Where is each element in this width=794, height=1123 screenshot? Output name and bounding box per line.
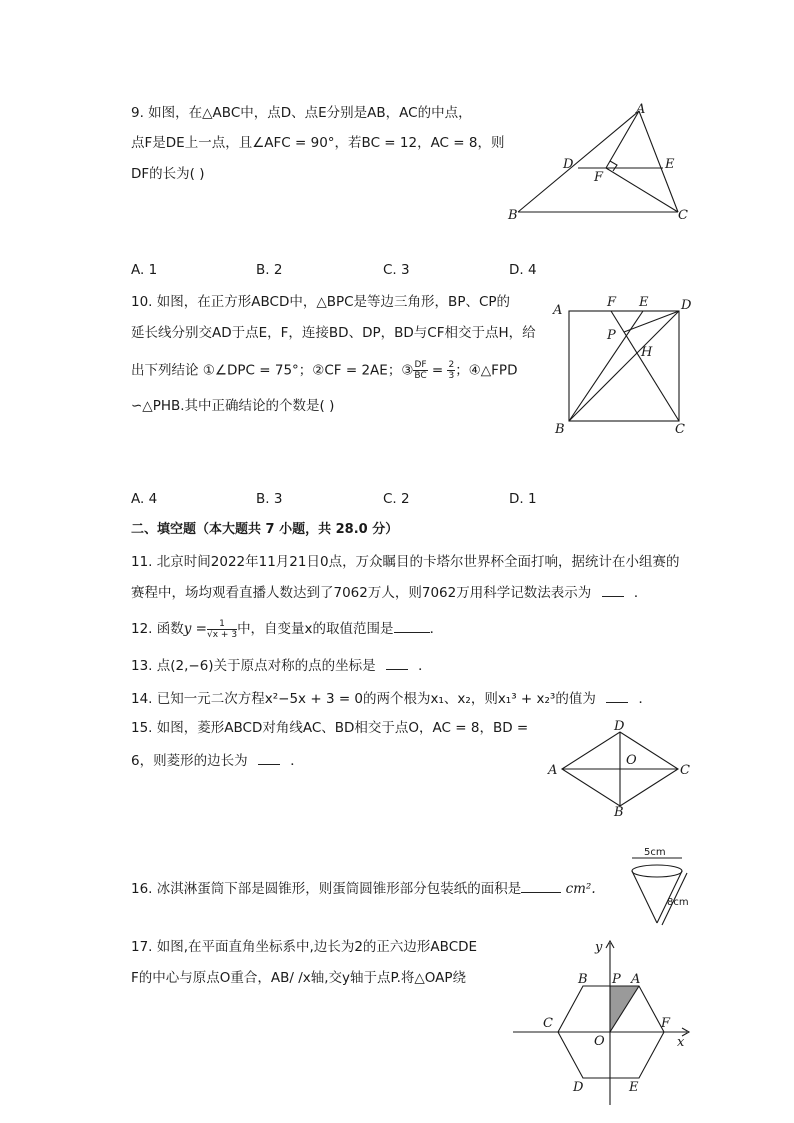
q10-frac2-num: 2 (448, 360, 455, 370)
q14-answer-blank[interactable] (606, 688, 628, 703)
q13-line (131, 655, 432, 676)
q10-option-c[interactable]: C. 2 (383, 491, 410, 507)
section-fill-in-title: 二、填空题（本大题共 7 小题，共 28.0 分） (131, 522, 399, 537)
q10-frac2-den: 3 (448, 371, 455, 381)
q10-label-f: F (607, 295, 617, 310)
q14-line (131, 688, 652, 709)
q17-label-e: E (629, 1080, 639, 1095)
q10-label-c: C (675, 422, 685, 437)
q15-label-d: D (614, 719, 625, 734)
q17-label-d: D (573, 1080, 584, 1095)
q12-end: ． (429, 621, 444, 637)
q16-line (131, 878, 596, 899)
q15-line-2-text: 6，则菱形的边长为 (131, 753, 248, 769)
q10-label-a: A (553, 303, 563, 318)
q16-answer-blank[interactable] (521, 878, 561, 893)
q9-label-b: B (508, 208, 518, 223)
q13-end: ． (418, 658, 432, 674)
q9-label-d: D (563, 157, 574, 172)
q17-hexagon-figure (505, 935, 695, 1110)
q14-text: 14. 已知一元二次方程x²−5x + 3 = 0的两个根为x₁、x₂，则x₁³ + x₂³的值为 (131, 691, 596, 707)
q13-text: 13. 点(2,−6)关于原点对称的点的坐标是 (131, 658, 376, 674)
q11-line-2-text: 赛程中，场均观看直播人数达到了7062万人，则7062万用科学记数法表示为 (131, 585, 592, 601)
q16-cone-figure (620, 845, 700, 930)
q15-line-2 (131, 750, 304, 771)
q9-option-a[interactable]: A. 1 (131, 262, 158, 278)
q10-line-4: ∽△PHB.其中正确结论的个数是( ) (131, 398, 335, 414)
q9-line-1: 9. 如图，在△ABC中，点D、点E分别是AB，AC的中点， (131, 105, 472, 121)
q17-label-c: C (543, 1016, 553, 1031)
q9-label-a: A (636, 102, 646, 117)
q9-label-c: C (678, 208, 688, 223)
q9-option-b[interactable]: B. 2 (256, 262, 283, 278)
q12-pre: 12. 函数 (131, 621, 184, 637)
q15-label-c: C (680, 763, 690, 778)
q10-frac-num: DF (414, 360, 427, 370)
q9-line-2: 点F是DE上一点，且∠AFC = 90°，若BC = 12，AC = 8，则 (131, 135, 505, 151)
q12-post: 中，自变量x的取值范围是 (237, 621, 394, 637)
q15-label-b: B (614, 805, 624, 818)
q10-fraction-df-bc (413, 360, 427, 381)
q13-answer-blank[interactable] (386, 655, 408, 670)
q16-unit: cm². (565, 881, 596, 897)
q9-label-e: E (665, 157, 675, 172)
q17-label-o: O (594, 1034, 605, 1049)
q11-end: ． (633, 585, 648, 601)
q17-label-a: A (631, 972, 641, 987)
q10-line-3-b: = (427, 362, 448, 379)
q17-line-2: F的中心与原点O重合，AB/ /x轴,交y轴于点P.将△OAP绕 (131, 970, 467, 986)
q9-label-f: F (594, 170, 604, 185)
q12-func: y = (183, 621, 207, 637)
q16-dim-side: 8cm (667, 897, 689, 908)
q10-option-d[interactable]: D. 1 (509, 491, 537, 507)
q15-answer-blank[interactable] (258, 750, 280, 765)
q10-line-1: 10. 如图，在正方形ABCD中，△BPC是等边三角形，BP、CP的 (131, 294, 511, 310)
q10-square-figure (545, 292, 705, 437)
q10-label-h: H (641, 345, 653, 360)
q17-label-f: F (661, 1016, 671, 1031)
q15-rhombus-figure (540, 718, 700, 818)
q10-label-p: P (607, 328, 616, 343)
q17-line-1: 17. 如图,在平面直角坐标系中,边长为2的正六边形ABCDE (131, 939, 478, 955)
q9-line-3: DF的长为( ) (131, 166, 205, 182)
q10-line-2: 延长线分别交AD于点E，F，连接BD、DP，BD与CF相交于点H，给 (131, 325, 536, 341)
q16-dim-top: 5cm (644, 847, 666, 858)
q10-frac-den: BC (414, 371, 427, 381)
q9-option-c[interactable]: C. 3 (383, 262, 410, 278)
q15-end: ． (290, 753, 304, 769)
q9-option-d[interactable]: D. 4 (509, 262, 537, 278)
q10-label-d: D (681, 298, 692, 313)
q10-line-3-c: ；④△FPD (455, 362, 518, 379)
q11-answer-blank[interactable] (602, 582, 624, 597)
q11-line-2 (131, 582, 647, 603)
q17-label-p: P (612, 972, 621, 987)
q12-answer-blank[interactable] (394, 618, 430, 633)
q10-label-b: B (555, 422, 565, 437)
q15-label-o: O (626, 753, 637, 768)
q9-triangle-figure (500, 100, 700, 226)
q17-label-y: y (595, 940, 603, 955)
q12-frac-den: √x + 3 (207, 629, 238, 640)
q14-end: ． (638, 691, 652, 707)
q17-label-x: x (677, 1035, 685, 1050)
q12-fraction (207, 619, 237, 640)
q12-frac-num: 1 (207, 619, 237, 630)
q10-line-3-a: 出下列结论 ①∠DPC = 75°；②CF = 2AE；③ (131, 362, 414, 379)
q10-line-3 (131, 360, 517, 381)
q11-line-1: 11. 北京时间2022年11月21日0点，万众瞩目的卡塔尔世界杯全面打响，据统计在小组赛的 (131, 554, 680, 570)
q15-label-a: A (548, 763, 558, 778)
q15-line-1: 15. 如图，菱形ABCD对角线AC、BD相交于点O，AC = 8，BD = (131, 720, 529, 736)
q10-option-a[interactable]: A. 4 (131, 491, 158, 507)
q10-option-b[interactable]: B. 3 (256, 491, 283, 507)
q12-line (131, 618, 443, 640)
q17-label-b: B (578, 972, 588, 987)
q16-text: 16. 冰淇淋蛋筒下部是圆锥形，则蛋筒圆锥形部分包装纸的面积是 (131, 881, 522, 897)
q10-label-e: E (639, 295, 649, 310)
